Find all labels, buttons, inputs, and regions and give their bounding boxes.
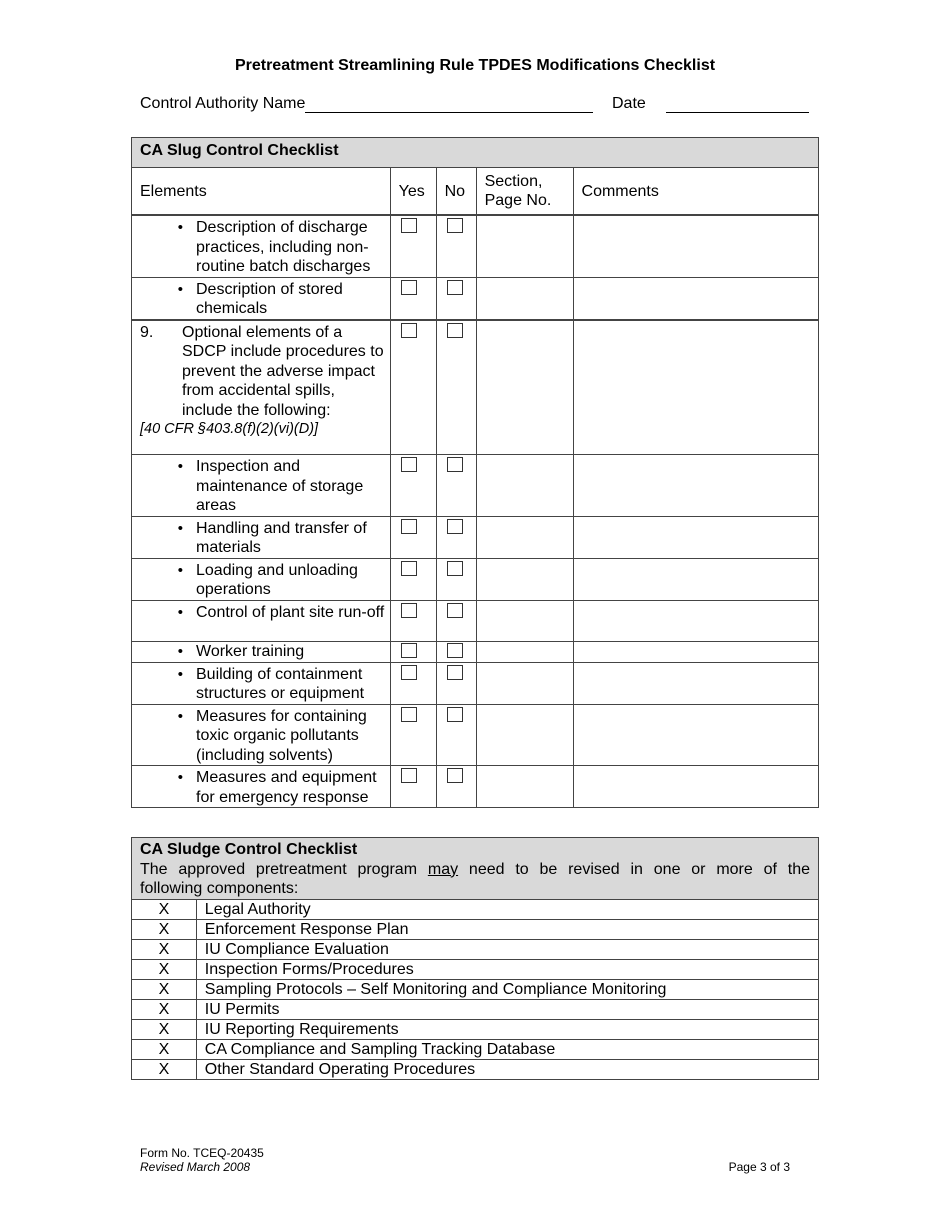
element-text: Worker training bbox=[196, 642, 305, 660]
list-item bbox=[132, 999, 819, 1019]
col-yes: Yes bbox=[390, 168, 436, 216]
comments-cell[interactable] bbox=[573, 662, 818, 704]
table-row bbox=[132, 277, 819, 320]
component-label: IU Compliance Evaluation bbox=[196, 939, 818, 959]
table-row bbox=[132, 704, 819, 766]
x-mark: X bbox=[132, 919, 197, 939]
page-title: Pretreatment Streamlining Rule TPDES Modifications Checklist bbox=[234, 57, 716, 74]
bullet: • bbox=[177, 642, 183, 660]
element-text: Building of containment structures or equipment bbox=[196, 665, 365, 702]
yes-checkbox[interactable] bbox=[401, 643, 417, 658]
component-label: IU Permits bbox=[196, 999, 818, 1019]
col-section bbox=[476, 168, 573, 216]
bullet: • bbox=[177, 665, 183, 683]
comments-cell[interactable] bbox=[573, 277, 818, 320]
comments-cell[interactable] bbox=[573, 516, 818, 558]
element-text: Description of stored chemicals bbox=[196, 280, 343, 317]
section-cell[interactable] bbox=[476, 320, 573, 455]
x-mark: X bbox=[132, 999, 197, 1019]
bullet: • bbox=[177, 603, 183, 621]
slug-control-table bbox=[131, 137, 819, 808]
section-cell[interactable] bbox=[476, 455, 573, 517]
intro-text-a: The approved pretreatment program bbox=[140, 860, 418, 878]
element-text: Description of discharge practices, including non-routine batch discharges bbox=[196, 219, 371, 275]
list-item bbox=[132, 919, 819, 939]
date-field[interactable] bbox=[666, 96, 809, 113]
intro-text-b: need to be revised in one or more of the bbox=[468, 860, 811, 878]
x-mark: X bbox=[132, 939, 197, 959]
date-label: Date bbox=[612, 95, 646, 112]
no-checkbox[interactable] bbox=[447, 280, 463, 295]
element-text: Inspection and maintenance of storage areas bbox=[196, 458, 364, 514]
no-checkbox[interactable] bbox=[447, 665, 463, 680]
x-mark: X bbox=[132, 899, 197, 919]
table-row bbox=[132, 516, 819, 558]
bullet: • bbox=[177, 561, 183, 579]
list-item bbox=[132, 959, 819, 979]
comments-cell[interactable] bbox=[573, 320, 818, 455]
bullet: • bbox=[177, 219, 183, 236]
bullet: • bbox=[177, 519, 183, 537]
yes-checkbox[interactable] bbox=[401, 665, 417, 680]
col-no: No bbox=[436, 168, 476, 216]
yes-checkbox[interactable] bbox=[401, 768, 417, 783]
col-elements: Elements bbox=[132, 168, 391, 216]
comments-cell[interactable] bbox=[573, 704, 818, 766]
section-cell[interactable] bbox=[476, 766, 573, 808]
table-row bbox=[132, 766, 819, 808]
element-text: Measures for containing toxic organic pollutants (including solvents) bbox=[196, 707, 367, 764]
revised-date: Revised March 2008 bbox=[140, 1160, 251, 1174]
control-authority-field[interactable] bbox=[305, 96, 593, 113]
yes-checkbox[interactable] bbox=[401, 603, 417, 618]
no-checkbox[interactable] bbox=[447, 519, 463, 534]
comments-cell[interactable] bbox=[573, 455, 818, 517]
section-cell[interactable] bbox=[476, 277, 573, 320]
component-label: Enforcement Response Plan bbox=[196, 919, 818, 939]
yes-checkbox[interactable] bbox=[401, 457, 417, 472]
sludge-control-table bbox=[131, 837, 819, 1080]
form-number: Form No. TCEQ-20435 bbox=[140, 1146, 264, 1160]
no-checkbox[interactable] bbox=[447, 707, 463, 722]
table-row bbox=[132, 455, 819, 517]
bullet: • bbox=[177, 280, 183, 298]
no-checkbox[interactable] bbox=[447, 218, 463, 233]
control-authority-line bbox=[140, 95, 593, 113]
list-item bbox=[132, 1039, 819, 1059]
page-number: Page 3 of 3 bbox=[728, 1160, 790, 1174]
bullet: • bbox=[177, 458, 183, 475]
table-row-item-9 bbox=[132, 320, 819, 455]
x-mark: X bbox=[132, 1059, 197, 1079]
section-cell[interactable] bbox=[476, 558, 573, 600]
bullet: • bbox=[177, 769, 183, 786]
bullet: • bbox=[177, 707, 183, 725]
sludge-header: CA Sludge Control Checklist bbox=[140, 841, 358, 858]
table-row bbox=[132, 215, 819, 277]
comments-cell[interactable] bbox=[573, 641, 818, 662]
element-text: Loading and unloading operations bbox=[196, 561, 358, 598]
section-cell[interactable] bbox=[476, 215, 573, 277]
yes-checkbox[interactable] bbox=[401, 218, 417, 233]
footer-form-info bbox=[140, 1146, 264, 1174]
table-row bbox=[132, 600, 819, 641]
sludge-intro-line1 bbox=[140, 860, 810, 880]
component-label: Inspection Forms/Procedures bbox=[196, 959, 818, 979]
list-item bbox=[132, 1059, 819, 1079]
component-label: Other Standard Operating Procedures bbox=[196, 1059, 818, 1079]
intro-may: may bbox=[427, 860, 459, 878]
yes-checkbox[interactable] bbox=[401, 323, 417, 338]
list-item bbox=[132, 939, 819, 959]
citation: [40 CFR §403.8(f)(2)(vi)(D)] bbox=[140, 421, 319, 437]
component-label: Legal Authority bbox=[196, 899, 818, 919]
component-label: CA Compliance and Sampling Tracking Database bbox=[196, 1039, 818, 1059]
x-mark: X bbox=[132, 1019, 197, 1039]
comments-cell[interactable] bbox=[573, 558, 818, 600]
component-label: IU Reporting Requirements bbox=[196, 1019, 818, 1039]
comments-cell[interactable] bbox=[573, 766, 818, 808]
no-checkbox[interactable] bbox=[447, 323, 463, 338]
element-text: Optional elements of a SDCP include procedures to prevent the adverse impact from accidental spills, include the following: bbox=[182, 323, 384, 419]
item-number: 9. bbox=[140, 323, 154, 341]
table-row bbox=[132, 558, 819, 600]
yes-checkbox[interactable] bbox=[401, 519, 417, 534]
control-authority-label: Control Authority Name bbox=[140, 95, 306, 112]
element-text: Measures and equipment for emergency response bbox=[196, 769, 377, 806]
no-checkbox[interactable] bbox=[447, 643, 463, 658]
x-mark: X bbox=[132, 1039, 197, 1059]
section-cell[interactable] bbox=[476, 641, 573, 662]
yes-checkbox[interactable] bbox=[401, 561, 417, 576]
sludge-header-cell bbox=[132, 838, 819, 900]
x-mark: X bbox=[132, 959, 197, 979]
no-checkbox[interactable] bbox=[447, 603, 463, 618]
no-checkbox[interactable] bbox=[447, 561, 463, 576]
element-text: Handling and transfer of materials bbox=[196, 519, 367, 556]
component-label: Sampling Protocols – Self Monitoring and Compliance Monitoring bbox=[196, 979, 818, 999]
list-item bbox=[132, 1019, 819, 1039]
section-cell[interactable] bbox=[476, 600, 573, 641]
yes-checkbox[interactable] bbox=[401, 280, 417, 295]
x-mark: X bbox=[132, 979, 197, 999]
table-row bbox=[132, 641, 819, 662]
section-cell[interactable] bbox=[476, 704, 573, 766]
table-row bbox=[132, 662, 819, 704]
yes-checkbox[interactable] bbox=[401, 707, 417, 722]
col-section-line2: Page No. bbox=[484, 192, 552, 209]
list-item bbox=[132, 979, 819, 999]
no-checkbox[interactable] bbox=[447, 768, 463, 783]
element-text: Control of plant site run-off bbox=[196, 603, 385, 621]
slug-header: CA Slug Control Checklist bbox=[132, 138, 819, 168]
col-comments: Comments bbox=[573, 168, 818, 216]
comments-cell[interactable] bbox=[573, 600, 818, 641]
section-cell[interactable] bbox=[476, 662, 573, 704]
list-item bbox=[132, 899, 819, 919]
no-checkbox[interactable] bbox=[447, 457, 463, 472]
section-cell[interactable] bbox=[476, 516, 573, 558]
sludge-intro-line2: following components: bbox=[140, 880, 299, 897]
comments-cell[interactable] bbox=[573, 215, 818, 277]
col-section-line1: Section, bbox=[484, 173, 543, 190]
